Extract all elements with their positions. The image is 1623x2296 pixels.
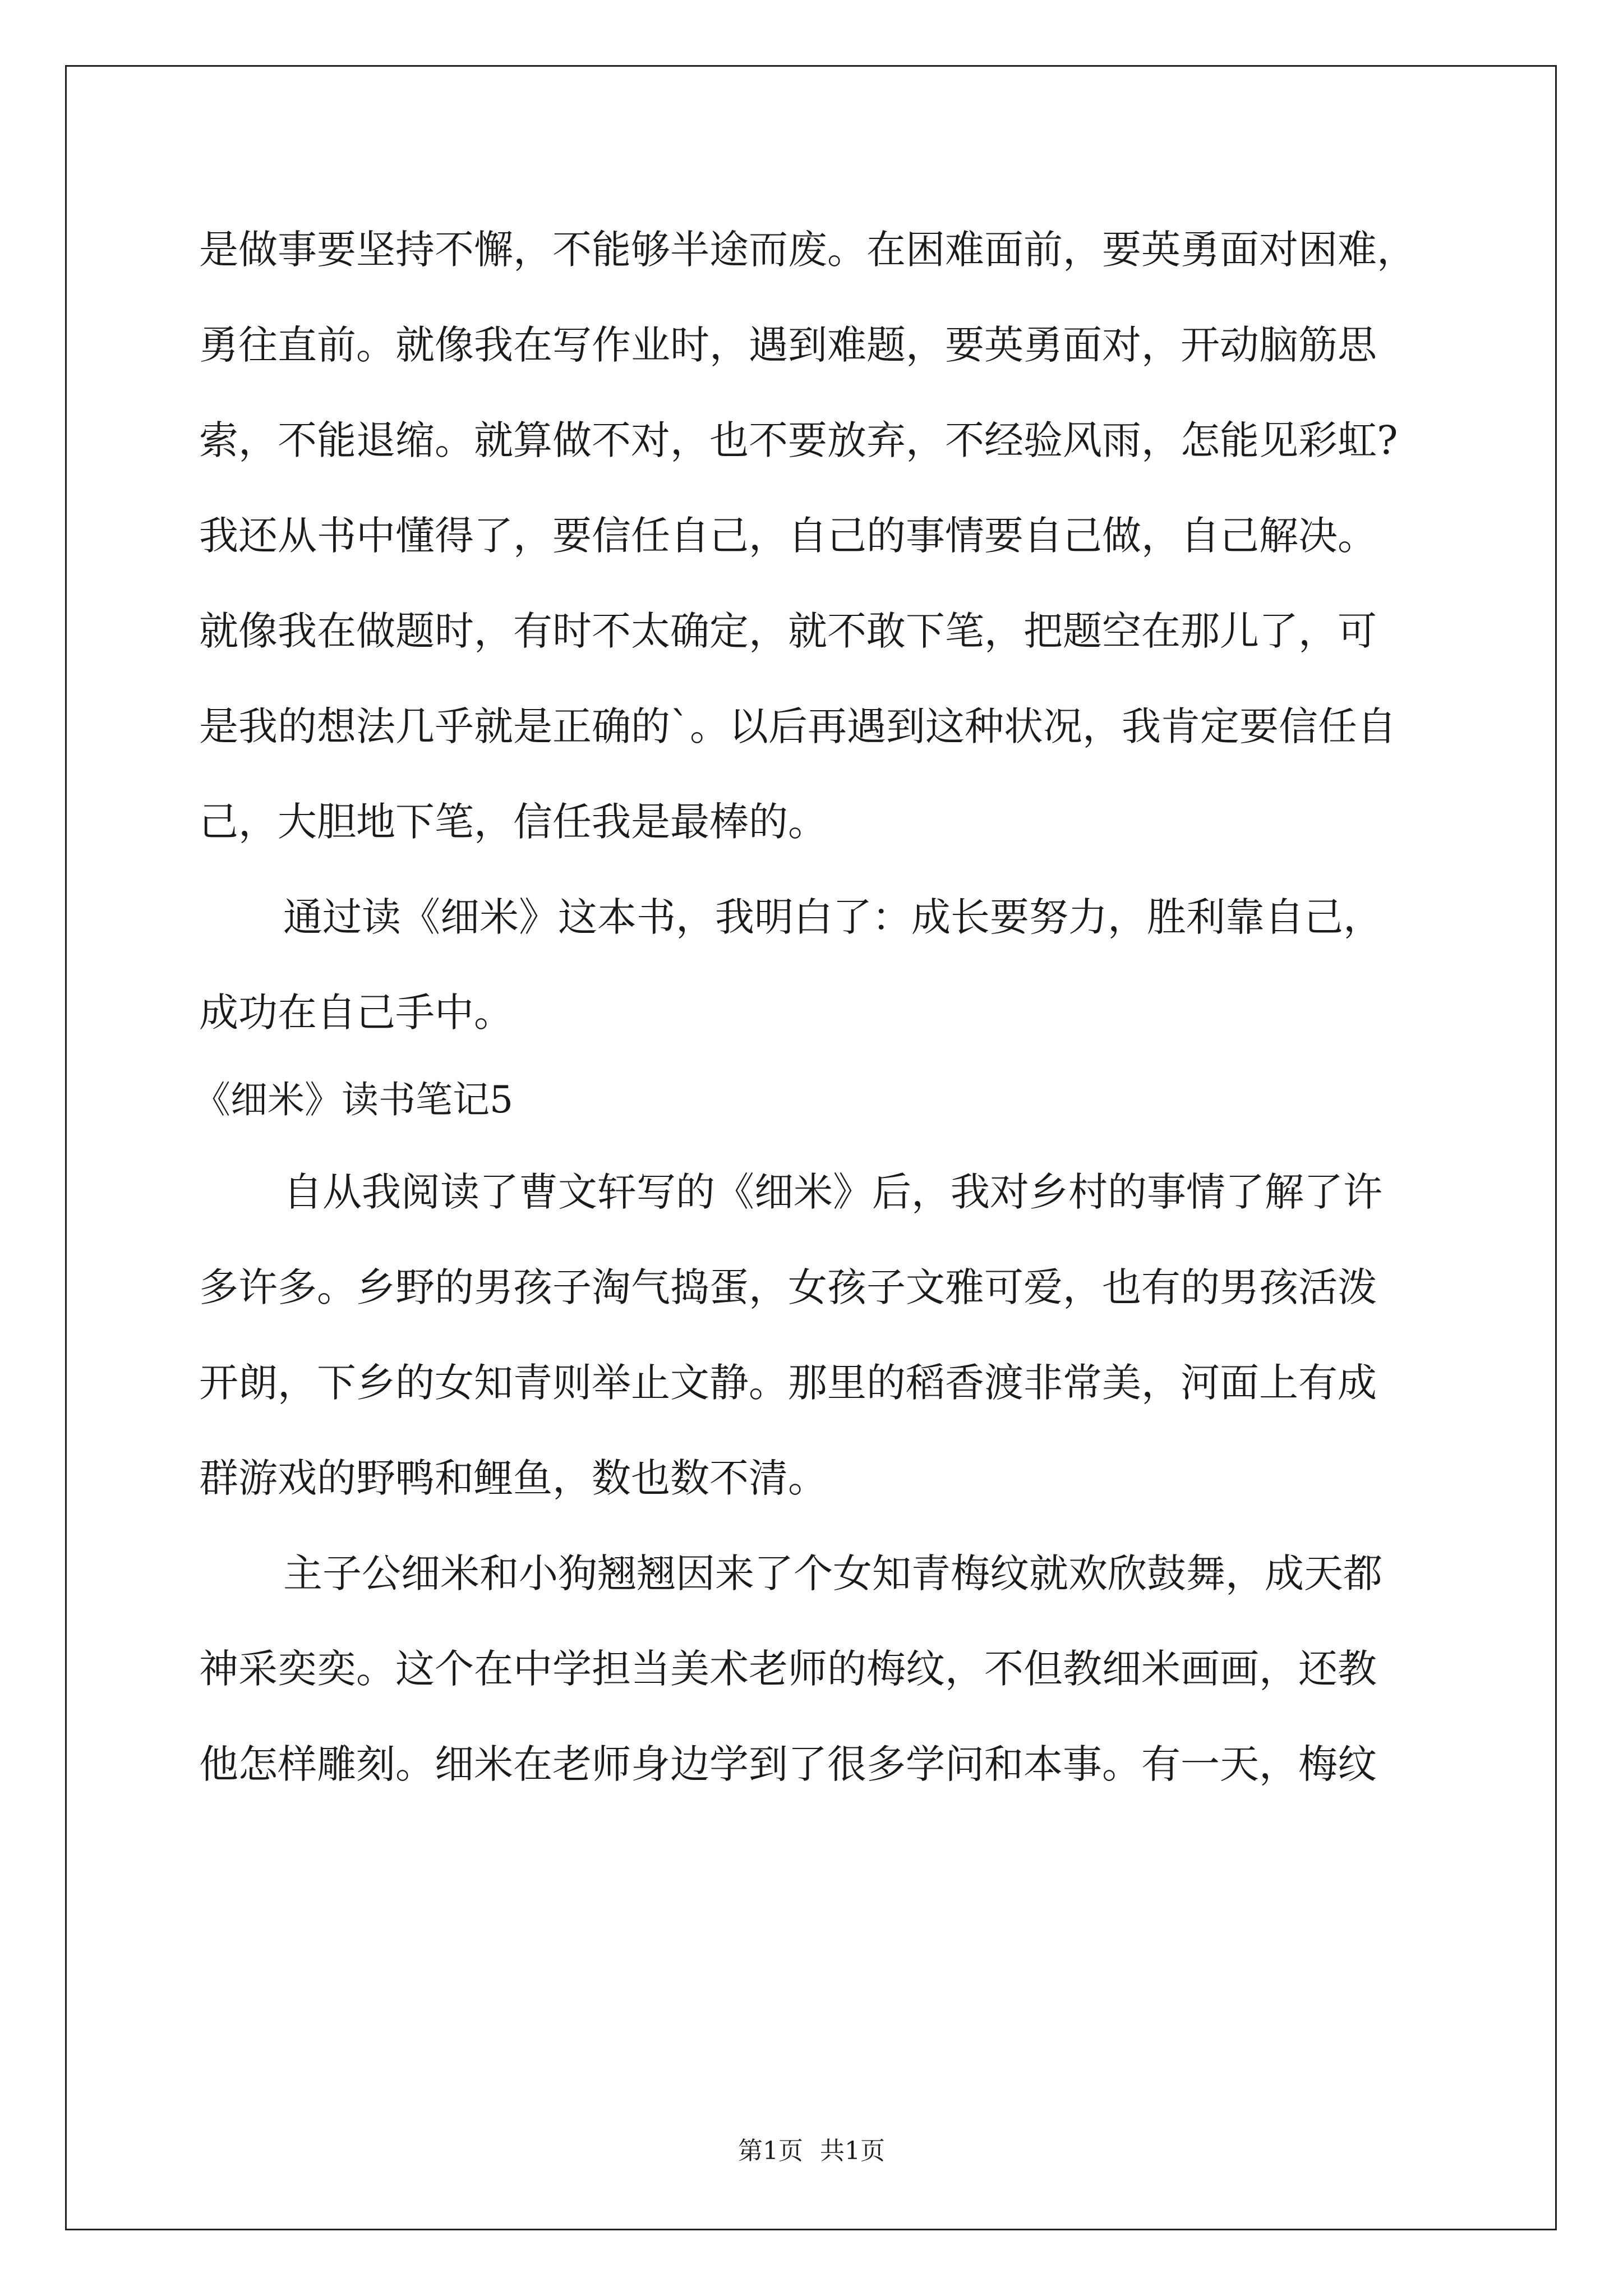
- text-line: 索，不能退缩。就算做不对，也不要放弃，不经验风雨，怎能见彩虹?: [199, 417, 1398, 463]
- page-border: [65, 65, 1557, 2230]
- paragraph-start-line: 通过读《细米》这本书，我明白了：成长要努力，胜利靠自己，: [283, 894, 1382, 940]
- text-line: 神采奕奕。这个在中学担当美术老师的梅纹，不但教细米画画，还教: [199, 1646, 1377, 1692]
- page-total: 共1页: [820, 2137, 885, 2165]
- paragraph-start-line: 自从我阅读了曹文轩写的《细米》后，我对乡村的事情了解了许: [283, 1169, 1382, 1215]
- text-line: 就像我在做题时，有时不太确定，就不敢下笔，把题空在那儿了，可: [199, 608, 1377, 654]
- text-line: 群游戏的野鸭和鲤鱼，数也数不清。: [199, 1455, 827, 1501]
- page-number: 第1页: [738, 2137, 803, 2165]
- text-line: 成功在自己手中。: [199, 990, 513, 1036]
- text-line: 他怎样雕刻。细米在老师身边学到了很多学问和本事。有一天，梅纹: [199, 1741, 1377, 1787]
- paragraph-start-line: 主子公细米和小狗翘翘因来了个女知青梅纹就欢欣鼓舞，成天都: [283, 1550, 1382, 1596]
- text-line: 我还从书中懂得了，要信任自己，自己的事情要自己做，自己解决。: [199, 513, 1377, 559]
- text-line: 己，大胆地下笔，信任我是最棒的。: [199, 799, 827, 845]
- text-line: 开朗，下乡的女知青则举止文静。那里的稻香渡非常美，河面上有成: [199, 1360, 1377, 1406]
- section-heading: 《细米》读书笔记5: [193, 1078, 513, 1121]
- text-line: 是我的想法几乎就是正确的`。以后再遇到这种状况，我肯定要信任自: [199, 703, 1396, 749]
- text-line: 是做事要坚持不懈，不能够半途而废。在困难面前，要英勇面对困难，: [199, 227, 1416, 273]
- text-line: 多许多。乡野的男孩子淘气捣蛋，女孩子文雅可爱，也有的男孩活泼: [199, 1264, 1377, 1310]
- text-line: 勇往直前。就像我在写作业时，遇到难题，要英勇面对，开动脑筋思: [199, 322, 1377, 368]
- page-footer: [0, 2131, 1623, 2166]
